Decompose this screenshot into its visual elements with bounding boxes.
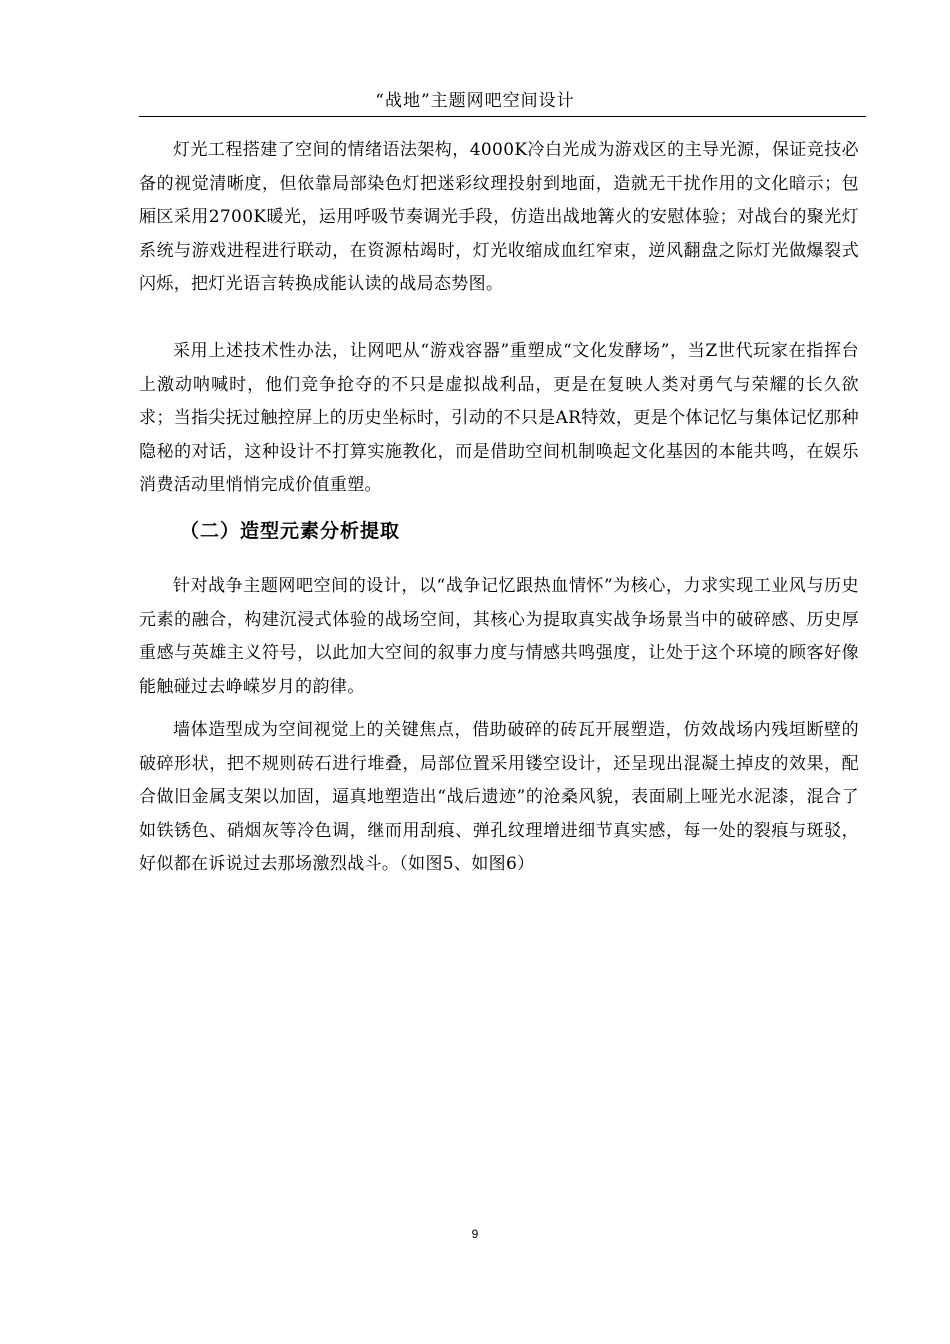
page-header-title: “战地”主题网吧空间设计 [375, 91, 575, 111]
body-paragraph-design-core: 针对战争主题网吧空间的设计，以“战争记忆跟热血情怀”为核心，力求实现工业风与历史元素的融合，构建沉浸式体验的战场空间，其核心为提取真实战争场景当中的破碎感、历史厚重感与英雄主义符号，以此加大空间的叙事力度与情感共鸣强度，让处于这个环境的顾客好像能触碰过去峥嵘岁月的韵律。 [139, 576, 859, 697]
header-divider [139, 116, 866, 117]
section-heading: （二）造型元素分析提取 [180, 520, 401, 542]
page-number: 9 [471, 1227, 479, 1241]
body-paragraph-wall-modeling: 墙体造型成为空间视觉上的关键焦点，借助破碎的砖瓦开展塑造，仿效战场内残垣断壁的破碎形状，把不规则砖石进行堆叠，局部位置采用镂空设计，还呈现出混凝土掉皮的效果，配合做旧金属支架以加固，逼真地塑造出“战后遗迹”的沧桑风貌，表面刷上哑光水泥漆，混合了如铁锈色、硝烟灰等冷色调，继而用刮痕、弹孔纹理增进细节真实感，每一处的裂痕与斑驳，好似都在诉说过去那场激烈战斗。（如图5、如图6） [139, 720, 859, 874]
body-paragraph-culture: 采用上述技术性办法，让网吧从“游戏容器”重塑成“文化发酵场”，当Z世代玩家在指挥台上激动呐喊时，他们竞争抢夺的不只是虚拟战利品，更是在复映人类对勇气与荣耀的长久欲求；当指尖抚过触控屏上的历史坐标时，引动的不只是AR特效，更是个体记忆与集体记忆那种隐秘的对话，这种设计不打算实施教化，而是借助空间机制唤起文化基因的本能共鸣，在娱乐消费活动里悄悄完成价值重塑。 [139, 341, 859, 495]
body-paragraph-lighting: 灯光工程搭建了空间的情绪语法架构，4000K冷白光成为游戏区的主导光源，保证竞技必备的视觉清晰度，但依靠局部染色灯把迷彩纹理投射到地面，造就无干扰作用的文化暗示；包厢区采用2700K暖光，运用呼吸节奏调光手段，仿造出战地篝火的安慰体验；对战台的聚光灯系统与游戏进程进行联动，在资源枯竭时，灯光收缩成血红窄束，逆风翻盘之际灯光做爆裂式闪烁，把灯光语言转换成能认读的战局态势图。 [139, 140, 859, 294]
